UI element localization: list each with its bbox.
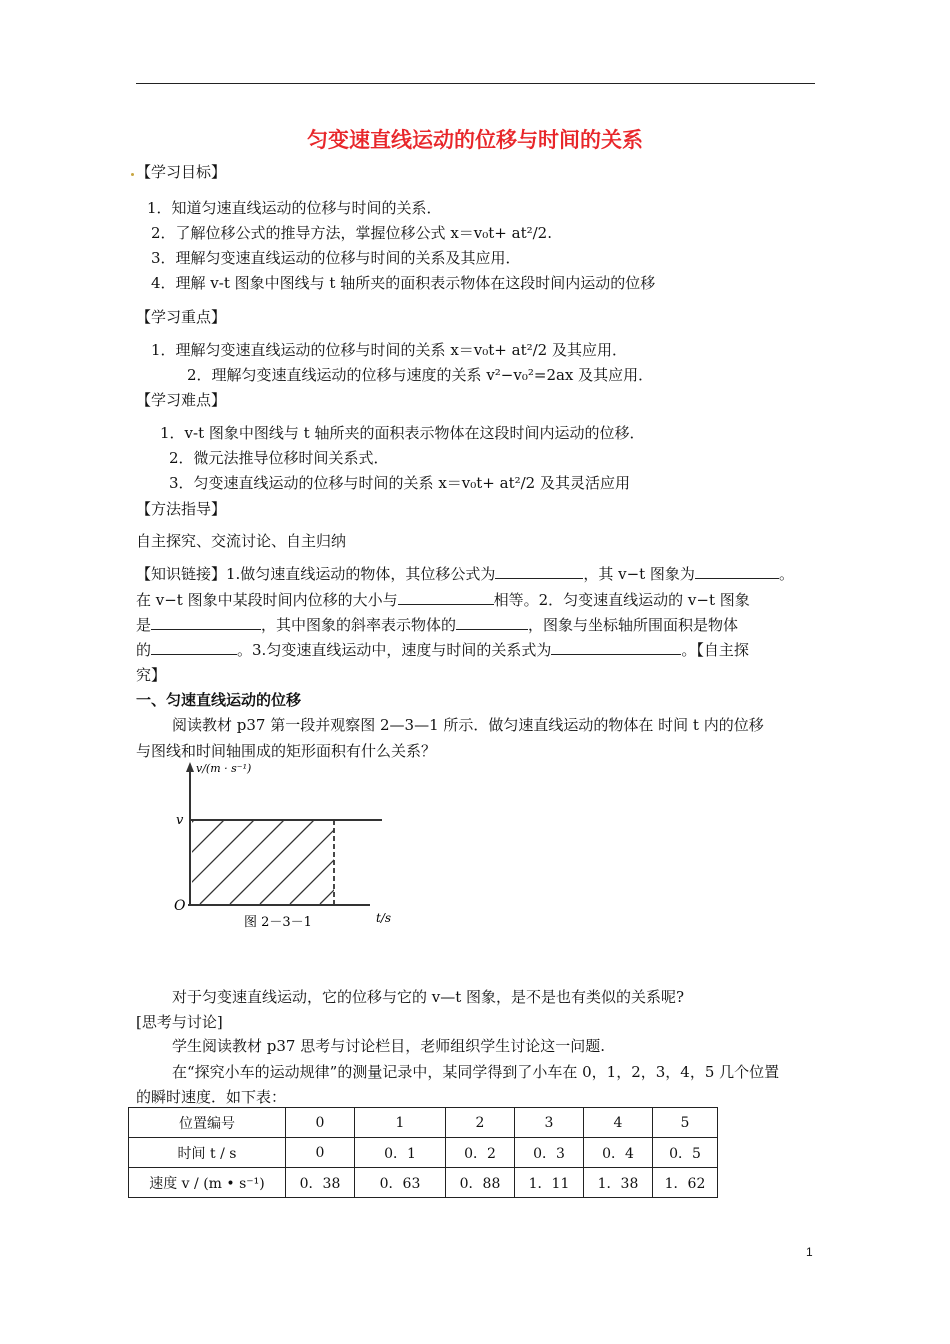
table-cell: 1．62 [653, 1168, 718, 1198]
knowledge-line [136, 563, 794, 584]
table-cell: 1 [355, 1108, 446, 1138]
table-cell: 0 [286, 1108, 355, 1138]
table-cell: 0．38 [286, 1168, 355, 1198]
table-cell: 0．63 [355, 1168, 446, 1198]
knowledge-text: ，其 v−t 图象为 [583, 565, 695, 583]
table-cell: 速度 v / (m • s⁻¹) [129, 1168, 286, 1198]
table-row [129, 1168, 718, 1198]
section-heading: 一、匀速直线运动的位移 [136, 691, 302, 709]
table-cell: 0．88 [446, 1168, 515, 1198]
table-cell: 1．11 [515, 1168, 584, 1198]
fill-blank[interactable] [398, 590, 494, 605]
body-text: 的瞬时速度．如下表： [136, 1088, 287, 1106]
goal-item: 2．了解位移公式的推导方法，掌握位移公式 x＝v₀t+ at²/2. [151, 224, 552, 242]
vt-figure [170, 758, 415, 936]
table-cell: 4 [584, 1108, 653, 1138]
knowledge-line [136, 614, 738, 635]
difficulty-item: 1．v-t 图象中图线与 t 轴所夹的面积表示物体在这段时间内运动的位移． [160, 424, 645, 442]
goal-item: 4．理解 v-t 图象中图线与 t 轴所夹的面积表示物体在这段时间内运动的位移 [151, 274, 656, 292]
body-text: 阅读教材 p37 第一段并观察图 2—3—1 所示．做匀速直线运动的物体在 时间 t 内的位移 [172, 716, 764, 734]
table-cell: 0．1 [355, 1138, 446, 1168]
difficulty-item: 2．微元法推导位移时间关系式． [169, 449, 389, 467]
key-item: 2．理解匀变速直线运动的位移与速度的关系 v²−v₀²=2ax 及其应用． [187, 366, 654, 384]
table-row [129, 1108, 718, 1138]
body-text: 学生阅读教材 p37 思考与讨论栏目，老师组织学生讨论这一问题. [172, 1037, 605, 1055]
difficulty-heading: 【学习难点】 [136, 391, 227, 409]
knowledge-text: ，其中图象的斜率表示物体的 [261, 616, 457, 634]
table-row [129, 1138, 718, 1168]
key-item: 1．理解匀变速直线运动的位移与时间的关系 x＝v₀t+ at²/2 及其应用． [151, 341, 627, 359]
fill-blank[interactable] [551, 640, 681, 655]
knowledge-text: 是 [136, 616, 152, 634]
fill-blank[interactable] [151, 640, 237, 655]
table-cell: 2 [446, 1108, 515, 1138]
goal-item: 3．理解匀变速直线运动的位移与时间的关系及其应用． [151, 249, 521, 267]
knowledge-text: 相等。2．匀变速直线运动的 v−t 图象 [493, 591, 750, 609]
knowledge-text: 。3.匀变速直线运动中，速度与时间的关系式为 [237, 641, 552, 659]
body-text: 对于匀变速直线运动，它的位移与它的 v—t 图象，是不是也有类似的关系呢? [172, 988, 685, 1006]
y-axis-label: v/(m · s⁻¹) [196, 762, 252, 775]
key-heading: 【学习重点】 [136, 308, 227, 326]
fill-blank[interactable] [151, 615, 261, 630]
v-label: v [176, 813, 184, 828]
x-axis-label: t/s [376, 911, 392, 925]
table-cell: 时间 t / s [129, 1138, 286, 1168]
table-cell: 位置编号 [129, 1108, 286, 1138]
velocity-table [128, 1107, 718, 1198]
method-heading: 【方法指导】 [136, 500, 227, 518]
table-cell: 3 [515, 1108, 584, 1138]
fill-blank[interactable] [695, 564, 779, 579]
page-title: 匀变速直线运动的位移与时间的关系 [307, 127, 643, 152]
table-cell: 0．3 [515, 1138, 584, 1168]
table-cell: 0 [286, 1138, 355, 1168]
table-cell: 1．38 [584, 1168, 653, 1198]
knowledge-text: 在 v−t 图象中某段时间内位移的大小与 [136, 591, 398, 609]
page-number: 1 [806, 1245, 813, 1259]
knowledge-text: ，图象与坐标轴所围面积是物体 [528, 616, 739, 634]
y-axis-arrow-icon [186, 762, 194, 772]
difficulty-item: 3．匀变速直线运动的位移与时间的关系 x＝v₀t+ at²/2 及其灵活应用 [169, 474, 630, 492]
knowledge-text: 究】 [136, 666, 167, 684]
knowledge-line [136, 639, 749, 660]
figure-caption: 图 2－3－1 [244, 915, 312, 930]
body-text: 与图线和时间轴围成的矩形面积有什么关系？ [136, 742, 437, 760]
area-hatching [170, 820, 404, 904]
table-cell: 0．2 [446, 1138, 515, 1168]
table-cell: 0．4 [584, 1138, 653, 1168]
goals-heading: 【学习目标】 [136, 163, 227, 181]
knowledge-text: 。【自主探 [681, 641, 749, 659]
goal-item: 1．知道匀速直线运动的位移与时间的关系． [147, 199, 442, 217]
knowledge-text: 的 [136, 641, 152, 659]
fill-blank[interactable] [456, 615, 528, 630]
body-text: 在“探究小车的运动规律”的测量记录中，某同学得到了小车在 0，1，2，3，4，5 几个位置 [172, 1063, 780, 1081]
table-cell: 0．5 [653, 1138, 718, 1168]
knowledge-text: 。 [778, 565, 794, 583]
knowledge-text: 【知识链接】1.做匀速直线运动的物体，其位移公式为 [136, 565, 496, 583]
discussion-heading: [思考与讨论] [136, 1013, 223, 1031]
knowledge-line [136, 589, 750, 610]
bullet-dot [131, 173, 134, 176]
fill-blank[interactable] [495, 564, 583, 579]
origin-label: O [174, 898, 186, 914]
method-text: 自主探究、交流讨论、自主归纳 [136, 532, 347, 550]
header-rule [136, 83, 815, 84]
table-cell: 5 [653, 1108, 718, 1138]
